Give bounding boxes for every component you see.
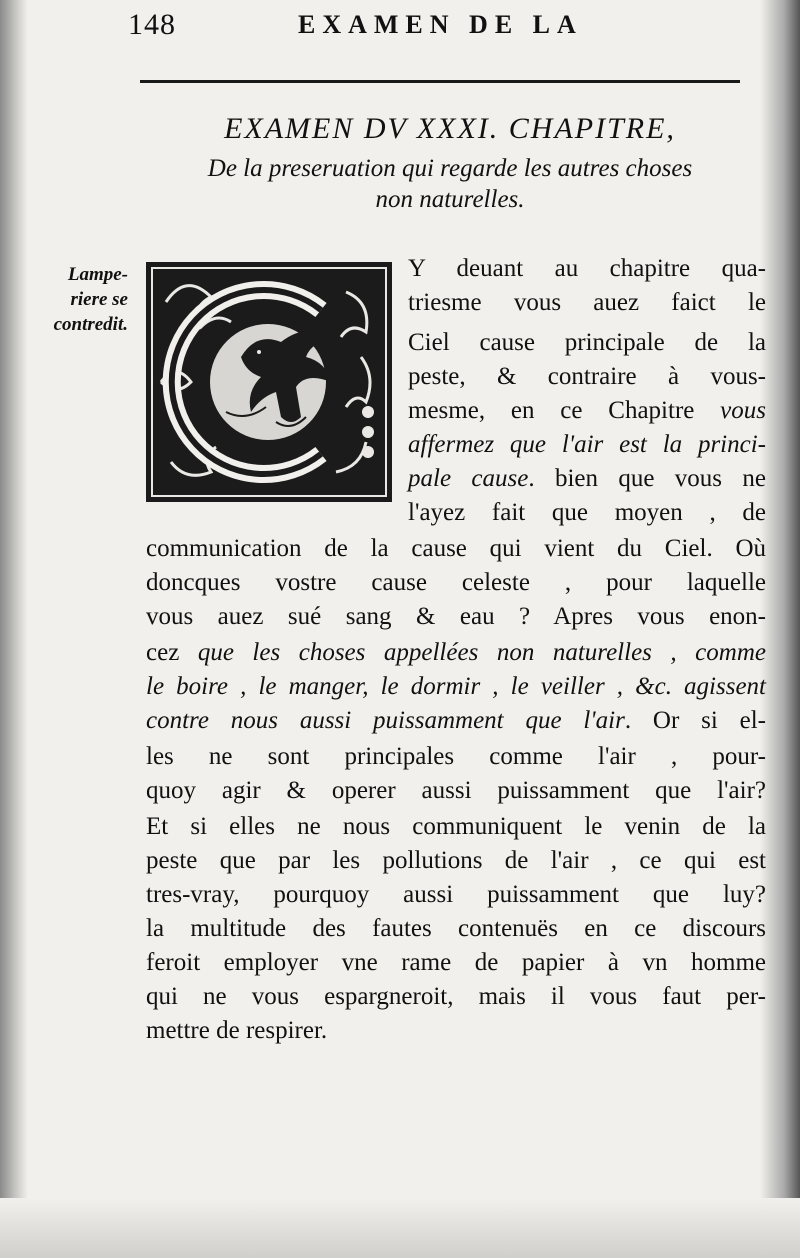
text-span: l'ayez fait que moyen , de	[408, 499, 766, 526]
text-span: Ciel cause principale de la	[408, 329, 766, 356]
text-span: tres-vray, pourquoy aussi puissamment que luy?	[146, 881, 766, 908]
text-line	[146, 878, 766, 912]
text-span: quoy agir & operer aussi puissamment que l'air?	[146, 777, 766, 804]
text-line	[146, 636, 766, 670]
text-line	[146, 774, 766, 808]
text-span: la multitude des fautes contenuës en ce discours	[146, 915, 766, 942]
text-line	[146, 810, 766, 844]
text-line	[146, 566, 766, 600]
griffin-ornament-icon	[146, 262, 392, 502]
text-span: communication de la cause qui vient du Ciel. Où	[146, 535, 766, 562]
text-span: vous auez sué sang & eau ? Apres vous enon-	[146, 603, 766, 630]
text-line	[408, 462, 766, 496]
text-line	[408, 360, 766, 394]
text-line	[408, 326, 766, 360]
text-span: peste que par les pollutions de l'air , ce qui est	[146, 847, 766, 874]
text-span: qui ne vous espargneroit, mais il vous faut per-	[146, 983, 766, 1010]
text-span: doncques vostre cause celeste , pour laquelle	[146, 569, 766, 596]
marginal-note-line: Lampe-	[67, 264, 128, 285]
text-span-italic: vous	[720, 397, 766, 424]
text-span: peste, & contraire à vous-	[408, 363, 766, 390]
text-line	[146, 946, 766, 980]
chapter-subtitle-line2: non naturelles.	[375, 186, 525, 213]
text-line	[146, 980, 766, 1014]
text-line	[408, 286, 766, 320]
running-title: EXAMEN DE LA	[298, 10, 583, 39]
chapter-subtitle-line1: De la preseruation qui regarde les autres choses	[207, 155, 693, 182]
text-span: Y deuant au chapitre qua-	[408, 255, 766, 282]
marginal-note	[18, 262, 128, 337]
text-span-italic: pale cause	[408, 465, 529, 492]
text-span: les ne sont principales comme l'air , pour-	[146, 743, 766, 770]
text-span: . bien que vous ne	[528, 465, 766, 492]
text-span-italic: que les choses appellées non naturelles , comme	[197, 639, 766, 666]
chapter-heading: EXAMEN DV XXXI. CHAPITRE,	[224, 112, 676, 145]
text-span: mettre de respirer.	[146, 1017, 328, 1044]
page-edge-shadow	[760, 0, 800, 1258]
text-line	[146, 912, 766, 946]
text-span-italic: le boire , le manger, le dormir , le veiller , &c. agissent	[146, 673, 766, 700]
page-number: 148	[128, 8, 176, 41]
text-span: cez	[146, 639, 198, 666]
text-line	[408, 428, 766, 462]
text-line	[408, 496, 766, 530]
header-rule	[140, 80, 740, 83]
text-span: . Or si el-	[624, 707, 766, 734]
text-line	[146, 844, 766, 878]
ornamental-initial-icon	[146, 262, 392, 502]
text-line	[408, 252, 766, 286]
gutter-shadow	[0, 0, 28, 1258]
text-line	[146, 670, 766, 704]
text-line	[146, 600, 766, 634]
text-span: Et si elles ne nous communiquent le venin de la	[146, 813, 766, 840]
text-span-italic: contre nous aussi puissamment que l'air	[146, 707, 625, 734]
marginal-note-line: riere se	[70, 289, 128, 310]
text-line	[146, 740, 766, 774]
page-bottom-shade	[0, 1198, 800, 1258]
text-span: feroit employer vne rame de papier à vn homme	[146, 949, 766, 976]
text-span: triesme vous auez faict le	[408, 289, 766, 316]
text-line	[408, 394, 766, 428]
text-span-italic: affermez que l'air est la princi-	[408, 431, 766, 458]
text-line	[146, 704, 766, 738]
text-line	[146, 532, 766, 566]
text-span: mesme, en ce Chapitre	[408, 397, 721, 424]
text-line	[146, 1014, 766, 1048]
marginal-note-line: contredit.	[53, 314, 128, 335]
running-head	[128, 8, 768, 44]
